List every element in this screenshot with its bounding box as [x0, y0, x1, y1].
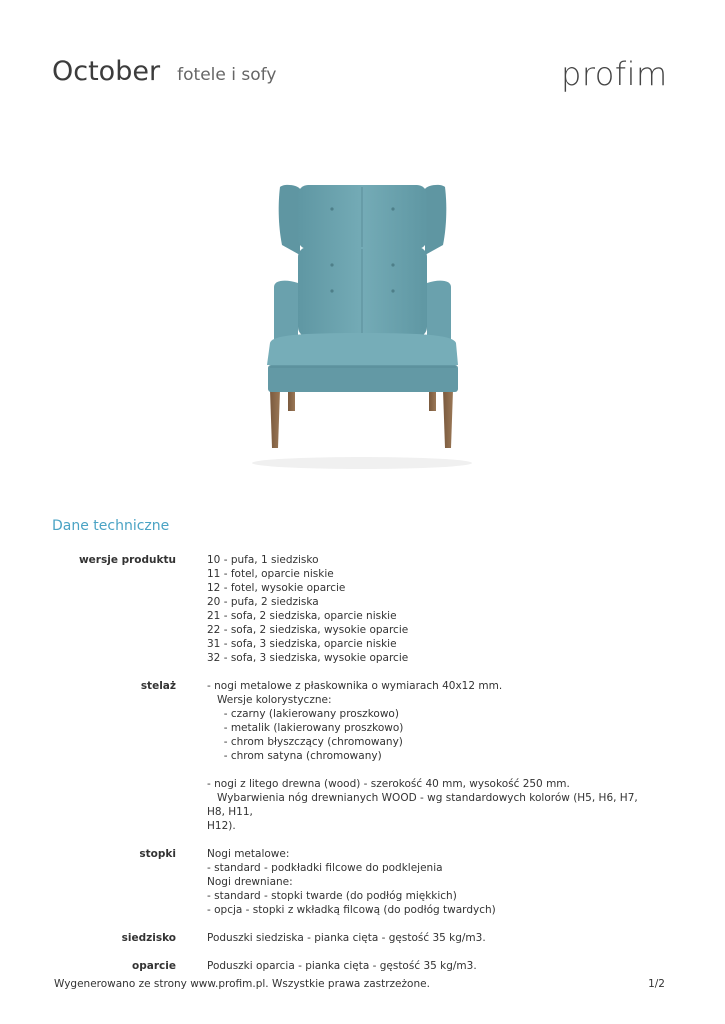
spec-line: Nogi drewniane:	[207, 876, 293, 888]
spec-line: - nogi z litego drewna (wood) - szerokość 40 mm, wysokość 250 mm.	[207, 778, 570, 790]
spec-label: stopki	[139, 848, 176, 860]
section-heading: Dane techniczne	[52, 518, 170, 534]
spec-line: 21 - sofa, 2 siedziska, oparcie niskie	[207, 610, 397, 622]
spec-line: 22 - sofa, 2 siedziska, wysokie oparcie	[207, 624, 409, 636]
spec-values	[207, 959, 657, 973]
spec-line: H12).	[207, 820, 236, 832]
spec-row	[0, 931, 725, 945]
spec-row	[0, 847, 725, 917]
product-name: October	[52, 56, 161, 87]
spec-line: Wybarwienia nóg drewnianych WOOD - wg standardowych kolorów (H5, H6, H7, H8, H11,	[207, 792, 642, 818]
spec-label: siedzisko	[121, 932, 176, 944]
spec-line	[207, 763, 657, 777]
page-title	[52, 56, 276, 87]
spec-values	[207, 679, 657, 833]
spec-label: oparcie	[132, 960, 176, 972]
spec-row	[0, 553, 725, 665]
spec-line: - opcja - stopki z wkładką filcową (do podłóg twardych)	[207, 904, 496, 916]
spec-values	[207, 553, 657, 665]
spec-line: 10 - pufa, 1 siedzisko	[207, 554, 319, 566]
spec-line: 20 - pufa, 2 siedziska	[207, 596, 319, 608]
spec-line: - standard - podkładki filcowe do podklejenia	[207, 862, 443, 874]
spec-table	[0, 553, 725, 973]
spec-values	[207, 847, 657, 917]
spec-line: Poduszki oparcia - pianka cięta - gęstość 35 kg/m3.	[207, 960, 477, 972]
page-number: 1/2	[648, 978, 665, 990]
product-image	[240, 175, 485, 475]
spec-line: - chrom satyna (chromowany)	[207, 750, 382, 762]
spec-line: - metalik (lakierowany proszkowo)	[207, 722, 404, 734]
spec-values	[207, 931, 657, 945]
brand-logo: profim	[561, 55, 668, 93]
spec-line: 11 - fotel, oparcie niskie	[207, 568, 334, 580]
spec-line: - standard - stopki twarde (do podłóg miękkich)	[207, 890, 457, 902]
spec-row	[0, 679, 725, 833]
spec-line: Nogi metalowe:	[207, 848, 290, 860]
spec-line: 32 - sofa, 3 siedziska, wysokie oparcie	[207, 652, 409, 664]
spec-line: - nogi metalowe z płaskownika o wymiarach 40x12 mm.	[207, 680, 503, 692]
spec-line: 12 - fotel, wysokie oparcie	[207, 582, 346, 594]
product-category: fotele i sofy	[177, 65, 277, 85]
spec-line: Poduszki siedziska - pianka cięta - gęstość 35 kg/m3.	[207, 932, 486, 944]
spec-line: Wersje kolorystyczne:	[207, 694, 332, 706]
spec-line: 31 - sofa, 3 siedziska, oparcie niskie	[207, 638, 397, 650]
spec-line: - chrom błyszczący (chromowany)	[207, 736, 403, 748]
spec-row	[0, 959, 725, 973]
footer-copyright: Wygenerowano ze strony www.profim.pl. Wszystkie prawa zastrzeżone.	[54, 978, 430, 990]
spec-label: wersje produktu	[78, 554, 176, 566]
spec-label: stelaż	[140, 680, 176, 692]
spec-line: - czarny (lakierowany proszkowo)	[207, 708, 399, 720]
